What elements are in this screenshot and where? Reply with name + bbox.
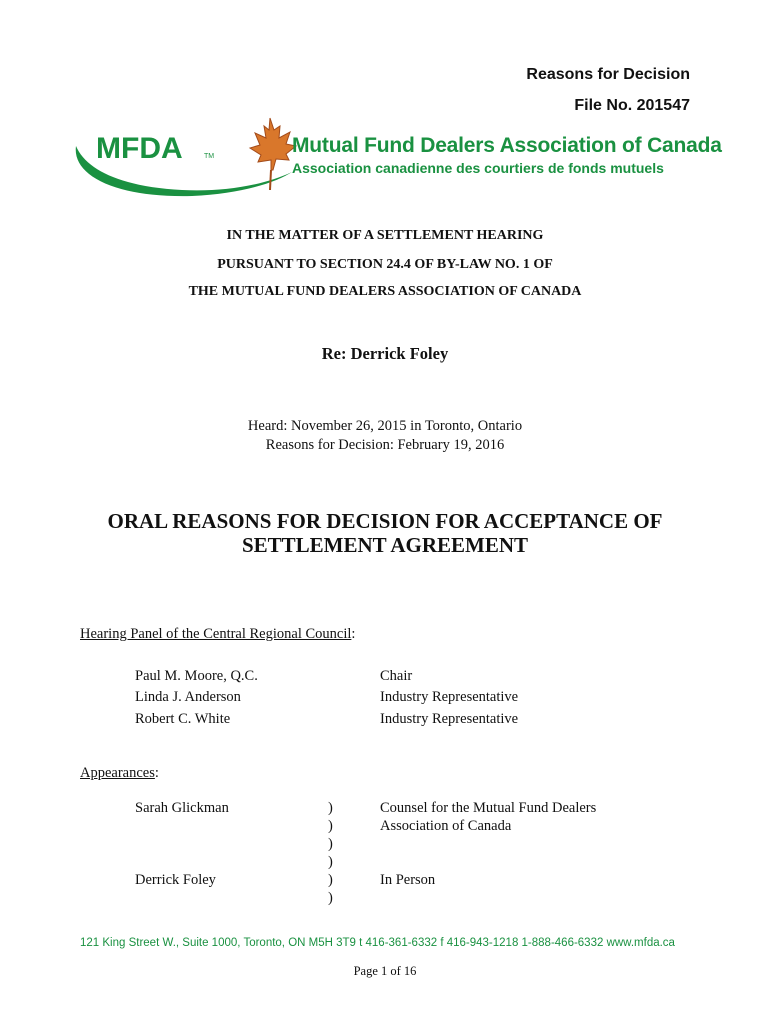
decision-title-line-1: ORAL REASONS FOR DECISION FOR ACCEPTANCE OF xyxy=(107,509,663,533)
panel-member-role: Chair xyxy=(380,668,413,684)
heard-date: Heard: November 26, 2015 in Toronto, Ontario xyxy=(247,418,523,434)
bracket-mark: ) xyxy=(328,890,333,906)
panel-heading-colon: : xyxy=(351,626,356,642)
appearance-name: Derrick Foley xyxy=(135,872,216,888)
panel-member-name: Linda J. Anderson xyxy=(135,689,241,705)
panel-heading-text: Hearing Panel of the Central Regional Council xyxy=(80,626,352,642)
appearance-name: Sarah Glickman xyxy=(135,800,229,816)
trademark-mark: TM xyxy=(204,153,215,160)
page-number: Page 1 of 16 xyxy=(353,964,417,978)
appearances-heading-colon: : xyxy=(154,765,159,781)
org-name-english: Mutual Fund Dealers Association of Canada xyxy=(292,134,722,157)
appearance-role: Counsel for the Mutual Fund Dealers xyxy=(380,800,597,816)
file-number: File No. 201547 xyxy=(574,97,690,114)
bracket-mark: ) xyxy=(328,836,333,852)
mfda-acronym: MFDA xyxy=(96,132,183,165)
caption-line-1: IN THE MATTER OF A SETTLEMENT HEARING xyxy=(226,228,544,243)
caption-line-2: PURSUANT TO SECTION 24.4 OF BY-LAW NO. 1 OF xyxy=(217,257,553,272)
appearance-role: In Person xyxy=(380,872,436,888)
footer-address: 121 King Street W., Suite 1000, Toronto, ON M5H 3T9 t 416-361-6332 f 416-943-1218 1-888-466-6332 www.mfda.ca xyxy=(80,937,675,949)
caption-line-3: THE MUTUAL FUND DEALERS ASSOCIATION OF CANADA xyxy=(188,284,582,299)
appearance-role-cont: Association of Canada xyxy=(380,818,512,834)
bracket-mark: ) xyxy=(328,818,333,834)
panel-heading xyxy=(80,626,355,643)
reasons-date: Reasons for Decision: February 19, 2016 xyxy=(265,437,505,453)
appearances-heading-text: Appearances xyxy=(80,765,155,781)
bracket-mark: ) xyxy=(328,800,333,816)
decision-title-line-2: SETTLEMENT AGREEMENT xyxy=(241,533,529,557)
re-line: Re: Derrick Foley xyxy=(321,344,449,363)
maple-leaf-icon xyxy=(250,118,296,190)
panel-member-name: Paul M. Moore, Q.C. xyxy=(135,668,258,684)
document-title: Reasons for Decision xyxy=(526,66,690,83)
panel-member-role: Industry Representative xyxy=(380,711,519,727)
org-name-french: Association canadienne des courtiers de fonds mutuels xyxy=(292,160,664,176)
panel-member-name: Robert C. White xyxy=(135,711,231,727)
appearances-heading xyxy=(80,765,159,782)
panel-member-role: Industry Representative xyxy=(380,689,519,705)
bracket-mark: ) xyxy=(328,854,333,870)
bracket-mark: ) xyxy=(328,872,333,888)
